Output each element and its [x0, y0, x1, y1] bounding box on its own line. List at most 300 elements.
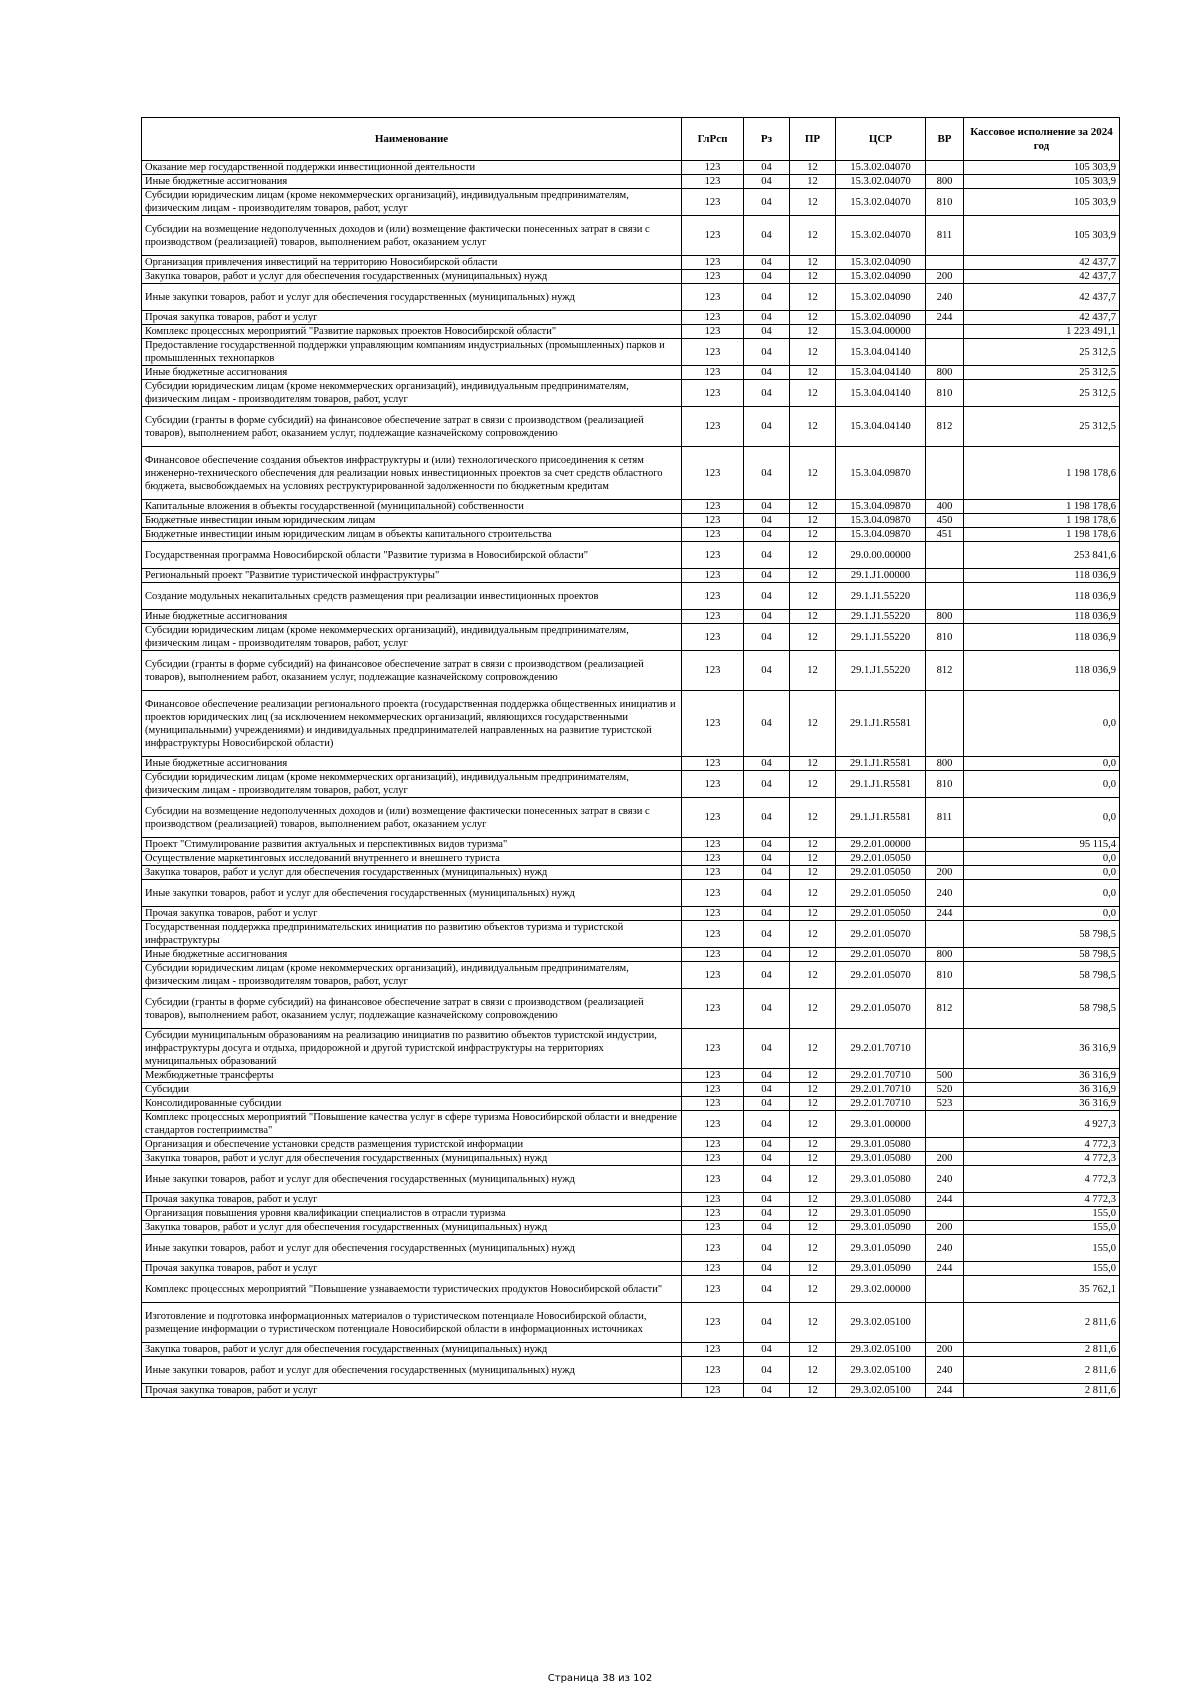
cell-vr: 811	[926, 798, 964, 838]
cell-pr: 12	[790, 311, 836, 325]
cell-name: Финансовое обеспечение создания объектов инфраструктуры и (или) технологического присоединения к сетям инженерно-технического обеспечения для реализации новых инвестиционных проектов за счет средств областного бюджета, высвобождаемых на условиях реструктурированной задолженности по бюджетным кредитам	[142, 447, 682, 500]
cell-amount: 0,0	[964, 852, 1120, 866]
cell-amount: 155,0	[964, 1262, 1120, 1276]
cell-csr: 15.3.02.04070	[836, 161, 926, 175]
cell-csr: 29.1.J1.55220	[836, 624, 926, 651]
cell-amount: 36 316,9	[964, 1069, 1120, 1083]
table-row	[142, 1303, 1120, 1343]
cell-name: Прочая закупка товаров, работ и услуг	[142, 1193, 682, 1207]
table-row	[142, 1193, 1120, 1207]
cell-name: Субсидии юридическим лицам (кроме некоммерческих организаций), индивидуальным предпринимателям, физическим лицам - производителям товаров, работ, услуг	[142, 962, 682, 989]
cell-name: Прочая закупка товаров, работ и услуг	[142, 1384, 682, 1398]
table-row	[142, 757, 1120, 771]
cell-name: Субсидии юридическим лицам (кроме некоммерческих организаций), индивидуальным предпринимателям, физическим лицам - производителям товаров, работ, услуг	[142, 771, 682, 798]
cell-amount: 105 303,9	[964, 161, 1120, 175]
cell-vr: 810	[926, 624, 964, 651]
table-row	[142, 866, 1120, 880]
cell-rz: 04	[744, 1343, 790, 1357]
table-row	[142, 380, 1120, 407]
table-row	[142, 569, 1120, 583]
cell-vr: 200	[926, 866, 964, 880]
cell-amount: 253 841,6	[964, 542, 1120, 569]
cell-rz: 04	[744, 852, 790, 866]
cell-rz: 04	[744, 407, 790, 447]
cell-name: Комплекс процессных мероприятий "Повышение узнаваемости туристических продуктов Новосибирской области"	[142, 1276, 682, 1303]
cell-csr: 15.3.02.04090	[836, 284, 926, 311]
cell-csr: 29.2.01.70710	[836, 1097, 926, 1111]
cell-pr: 12	[790, 852, 836, 866]
cell-vr: 800	[926, 757, 964, 771]
table-row	[142, 339, 1120, 366]
cell-rz: 04	[744, 1029, 790, 1069]
cell-amount: 42 437,7	[964, 270, 1120, 284]
cell-name: Комплекс процессных мероприятий "Повышение качества услуг в сфере туризма Новосибирской области и внедрение стандартов гостеприимства"	[142, 1111, 682, 1138]
table-row	[142, 624, 1120, 651]
cell-pr: 12	[790, 542, 836, 569]
cell-rz: 04	[744, 757, 790, 771]
cell-csr: 29.1.J1.55220	[836, 651, 926, 691]
cell-name: Иные закупки товаров, работ и услуг для обеспечения государственных (муниципальных) нужд	[142, 1357, 682, 1384]
cell-vr: 812	[926, 651, 964, 691]
cell-glrsp: 123	[682, 651, 744, 691]
cell-pr: 12	[790, 1193, 836, 1207]
cell-name: Закупка товаров, работ и услуг для обеспечения государственных (муниципальных) нужд	[142, 1152, 682, 1166]
cell-csr: 29.2.01.70710	[836, 1069, 926, 1083]
cell-rz: 04	[744, 161, 790, 175]
cell-amount: 0,0	[964, 907, 1120, 921]
cell-vr	[926, 447, 964, 500]
cell-csr: 29.2.01.70710	[836, 1029, 926, 1069]
cell-pr: 12	[790, 1097, 836, 1111]
cell-pr: 12	[790, 583, 836, 610]
cell-rz: 04	[744, 907, 790, 921]
cell-amount: 155,0	[964, 1235, 1120, 1262]
cell-vr	[926, 1207, 964, 1221]
cell-glrsp: 123	[682, 852, 744, 866]
table-row	[142, 1357, 1120, 1384]
cell-name: Закупка товаров, работ и услуг для обеспечения государственных (муниципальных) нужд	[142, 270, 682, 284]
cell-name: Консолидированные субсидии	[142, 1097, 682, 1111]
cell-rz: 04	[744, 962, 790, 989]
cell-name: Межбюджетные трансферты	[142, 1069, 682, 1083]
cell-name: Проект "Стимулирование развития актуальных и перспективных видов туризма"	[142, 838, 682, 852]
cell-glrsp: 123	[682, 284, 744, 311]
cell-csr: 15.3.02.04070	[836, 175, 926, 189]
cell-glrsp: 123	[682, 339, 744, 366]
cell-name: Субсидии юридическим лицам (кроме некоммерческих организаций), индивидуальным предпринимателям, физическим лицам - производителям товаров, работ, услуг	[142, 189, 682, 216]
cell-rz: 04	[744, 380, 790, 407]
cell-csr: 29.1.J1.R5581	[836, 771, 926, 798]
table-row	[142, 447, 1120, 500]
cell-pr: 12	[790, 1152, 836, 1166]
cell-pr: 12	[790, 161, 836, 175]
table-row	[142, 771, 1120, 798]
cell-name: Иные бюджетные ассигнования	[142, 610, 682, 624]
cell-name: Финансовое обеспечение реализации регионального проекта (государственная поддержка общественных инициатив и проектов юридических лиц (за исключением некоммерческих организаций, являющихся государственными (муниципальными) учреждениями) и индивидуальных предпринимателей направленных на развитие туристской инфраструктуры Новосибирской области)	[142, 691, 682, 757]
cell-csr: 29.1.J1.R5581	[836, 757, 926, 771]
header-vr: ВР	[926, 118, 964, 161]
cell-csr: 29.1.J1.55220	[836, 583, 926, 610]
table-row	[142, 921, 1120, 948]
cell-amount: 118 036,9	[964, 624, 1120, 651]
cell-csr: 29.3.01.05090	[836, 1262, 926, 1276]
cell-amount: 95 115,4	[964, 838, 1120, 852]
cell-pr: 12	[790, 284, 836, 311]
cell-glrsp: 123	[682, 1221, 744, 1235]
cell-glrsp: 123	[682, 989, 744, 1029]
cell-glrsp: 123	[682, 1152, 744, 1166]
cell-glrsp: 123	[682, 569, 744, 583]
cell-name: Субсидии юридическим лицам (кроме некоммерческих организаций), индивидуальным предпринимателям, физическим лицам - производителям товаров, работ, услуг	[142, 624, 682, 651]
table-row	[142, 583, 1120, 610]
cell-csr: 15.3.04.04140	[836, 407, 926, 447]
table-row	[142, 1276, 1120, 1303]
header-rz: Рз	[744, 118, 790, 161]
cell-amount: 42 437,7	[964, 284, 1120, 311]
cell-name: Бюджетные инвестиции иным юридическим лицам в объекты капитального строительства	[142, 528, 682, 542]
cell-name: Субсидии (гранты в форме субсидий) на финансовое обеспечение затрат в связи с производством (реализацией товаров), выполнением работ, оказанием услуг, подлежащие казначейскому сопровождению	[142, 989, 682, 1029]
cell-amount: 36 316,9	[964, 1097, 1120, 1111]
cell-vr	[926, 569, 964, 583]
cell-pr: 12	[790, 610, 836, 624]
cell-glrsp: 123	[682, 256, 744, 270]
cell-rz: 04	[744, 1138, 790, 1152]
cell-pr: 12	[790, 691, 836, 757]
cell-glrsp: 123	[682, 311, 744, 325]
cell-glrsp: 123	[682, 962, 744, 989]
cell-glrsp: 123	[682, 866, 744, 880]
cell-name: Государственная поддержка предпринимательских инициатив по развитию объектов туризма и туристской инфраструктуры	[142, 921, 682, 948]
cell-vr: 200	[926, 1343, 964, 1357]
cell-pr: 12	[790, 651, 836, 691]
cell-amount: 105 303,9	[964, 189, 1120, 216]
header-glrsp: ГлРсп	[682, 118, 744, 161]
cell-glrsp: 123	[682, 1303, 744, 1343]
table-row	[142, 838, 1120, 852]
cell-amount: 25 312,5	[964, 339, 1120, 366]
cell-pr: 12	[790, 962, 836, 989]
cell-name: Организация и обеспечение установки средств размещения туристской информации	[142, 1138, 682, 1152]
cell-rz: 04	[744, 216, 790, 256]
cell-vr: 450	[926, 514, 964, 528]
cell-name: Региональный проект "Развитие туристической инфраструктуры"	[142, 569, 682, 583]
cell-rz: 04	[744, 189, 790, 216]
table-row	[142, 311, 1120, 325]
cell-rz: 04	[744, 284, 790, 311]
cell-pr: 12	[790, 1343, 836, 1357]
cell-vr	[926, 1111, 964, 1138]
cell-csr: 29.2.01.05050	[836, 866, 926, 880]
table-row	[142, 256, 1120, 270]
cell-rz: 04	[744, 651, 790, 691]
table-row	[142, 691, 1120, 757]
cell-rz: 04	[744, 270, 790, 284]
cell-glrsp: 123	[682, 407, 744, 447]
cell-pr: 12	[790, 1262, 836, 1276]
cell-csr: 15.3.04.04140	[836, 380, 926, 407]
cell-name: Изготовление и подготовка информационных материалов о туристическом потенциале Новосибирской области, размещение информации о туристическом потенциале Новосибирской области в информационных источниках	[142, 1303, 682, 1343]
cell-glrsp: 123	[682, 514, 744, 528]
cell-glrsp: 123	[682, 798, 744, 838]
cell-name: Субсидии муниципальным образованиям на реализацию инициатив по развитию объектов туристской индустрии, инфраструктуры досуга и отдыха, придорожной и другой туристской инфраструктуры на территориях муниципальных образований	[142, 1029, 682, 1069]
table-row	[142, 500, 1120, 514]
cell-vr: 244	[926, 907, 964, 921]
cell-csr: 29.3.02.05100	[836, 1384, 926, 1398]
cell-csr: 29.0.00.00000	[836, 542, 926, 569]
cell-glrsp: 123	[682, 366, 744, 380]
cell-glrsp: 123	[682, 907, 744, 921]
table-header-row	[142, 118, 1120, 161]
cell-rz: 04	[744, 256, 790, 270]
cell-rz: 04	[744, 1111, 790, 1138]
table-row	[142, 528, 1120, 542]
cell-rz: 04	[744, 1303, 790, 1343]
cell-vr: 800	[926, 610, 964, 624]
cell-vr: 800	[926, 366, 964, 380]
cell-csr: 29.3.02.05100	[836, 1343, 926, 1357]
cell-pr: 12	[790, 880, 836, 907]
cell-vr: 520	[926, 1083, 964, 1097]
cell-amount: 0,0	[964, 880, 1120, 907]
cell-csr: 29.3.01.05080	[836, 1166, 926, 1193]
cell-pr: 12	[790, 838, 836, 852]
cell-amount: 118 036,9	[964, 569, 1120, 583]
cell-vr	[926, 583, 964, 610]
cell-csr: 29.3.01.05080	[836, 1193, 926, 1207]
cell-csr: 29.2.01.05070	[836, 962, 926, 989]
cell-glrsp: 123	[682, 1029, 744, 1069]
cell-name: Бюджетные инвестиции иным юридическим лицам	[142, 514, 682, 528]
cell-amount: 58 798,5	[964, 989, 1120, 1029]
cell-pr: 12	[790, 447, 836, 500]
table-row	[142, 216, 1120, 256]
table-row	[142, 1343, 1120, 1357]
cell-csr: 15.3.04.00000	[836, 325, 926, 339]
cell-name: Иные бюджетные ассигнования	[142, 948, 682, 962]
header-pr: ПР	[790, 118, 836, 161]
cell-csr: 29.3.01.00000	[836, 1111, 926, 1138]
cell-vr: 811	[926, 216, 964, 256]
cell-glrsp: 123	[682, 757, 744, 771]
cell-vr: 240	[926, 1357, 964, 1384]
cell-amount: 42 437,7	[964, 256, 1120, 270]
cell-pr: 12	[790, 866, 836, 880]
cell-name: Иные бюджетные ассигнования	[142, 757, 682, 771]
cell-csr: 29.2.01.05070	[836, 921, 926, 948]
cell-csr: 15.3.02.04090	[836, 270, 926, 284]
cell-pr: 12	[790, 380, 836, 407]
cell-glrsp: 123	[682, 175, 744, 189]
cell-rz: 04	[744, 1384, 790, 1398]
cell-name: Создание модульных некапитальных средств размещения при реализации инвестиционных проектов	[142, 583, 682, 610]
cell-amount: 4 772,3	[964, 1152, 1120, 1166]
cell-amount: 2 811,6	[964, 1343, 1120, 1357]
cell-vr: 810	[926, 962, 964, 989]
table-row	[142, 651, 1120, 691]
cell-name: Закупка товаров, работ и услуг для обеспечения государственных (муниципальных) нужд	[142, 1343, 682, 1357]
cell-amount: 1 198 178,6	[964, 528, 1120, 542]
cell-rz: 04	[744, 691, 790, 757]
cell-vr	[926, 1029, 964, 1069]
table-row	[142, 1221, 1120, 1235]
cell-amount: 58 798,5	[964, 962, 1120, 989]
cell-csr: 15.3.04.04140	[836, 339, 926, 366]
cell-vr: 500	[926, 1069, 964, 1083]
cell-name: Субсидии юридическим лицам (кроме некоммерческих организаций), индивидуальным предпринимателям, физическим лицам - производителям товаров, работ, услуг	[142, 380, 682, 407]
cell-amount: 0,0	[964, 757, 1120, 771]
cell-vr	[926, 1276, 964, 1303]
cell-amount: 0,0	[964, 866, 1120, 880]
cell-glrsp: 123	[682, 1262, 744, 1276]
cell-vr	[926, 921, 964, 948]
cell-name: Иные закупки товаров, работ и услуг для обеспечения государственных (муниципальных) нужд	[142, 880, 682, 907]
table-row	[142, 542, 1120, 569]
cell-glrsp: 123	[682, 161, 744, 175]
cell-amount: 4 927,3	[964, 1111, 1120, 1138]
cell-vr	[926, 1138, 964, 1152]
cell-amount: 4 772,3	[964, 1193, 1120, 1207]
cell-name: Закупка товаров, работ и услуг для обеспечения государственных (муниципальных) нужд	[142, 866, 682, 880]
cell-vr: 240	[926, 284, 964, 311]
cell-pr: 12	[790, 366, 836, 380]
cell-csr: 15.3.02.04090	[836, 311, 926, 325]
cell-name: Комплекс процессных мероприятий "Развитие парковых проектов Новосибирской области"	[142, 325, 682, 339]
cell-glrsp: 123	[682, 1343, 744, 1357]
cell-amount: 105 303,9	[964, 175, 1120, 189]
table-row	[142, 325, 1120, 339]
cell-vr	[926, 838, 964, 852]
cell-rz: 04	[744, 1221, 790, 1235]
cell-name: Организация повышения уровня квалификации специалистов в отрасли туризма	[142, 1207, 682, 1221]
table-row	[142, 175, 1120, 189]
cell-csr: 15.3.04.09870	[836, 528, 926, 542]
cell-amount: 1 198 178,6	[964, 514, 1120, 528]
cell-vr: 523	[926, 1097, 964, 1111]
cell-glrsp: 123	[682, 1097, 744, 1111]
cell-csr: 15.3.04.09870	[836, 500, 926, 514]
cell-csr: 15.3.04.09870	[836, 514, 926, 528]
cell-amount: 25 312,5	[964, 380, 1120, 407]
cell-name: Предоставление государственной поддержки управляющим компаниям индустриальных (промышленных) парков и промышленных технопарков	[142, 339, 682, 366]
cell-glrsp: 123	[682, 1235, 744, 1262]
cell-rz: 04	[744, 514, 790, 528]
cell-rz: 04	[744, 1069, 790, 1083]
cell-rz: 04	[744, 948, 790, 962]
cell-pr: 12	[790, 907, 836, 921]
cell-name: Субсидии на возмещение недополученных доходов и (или) возмещение фактически понесенных затрат в связи с производством (реализацией) товаров, выполнением работ, оказанием услуг	[142, 798, 682, 838]
cell-vr	[926, 339, 964, 366]
table-row	[142, 1152, 1120, 1166]
table-row	[142, 189, 1120, 216]
cell-glrsp: 123	[682, 1193, 744, 1207]
cell-name: Иные бюджетные ассигнования	[142, 366, 682, 380]
cell-glrsp: 123	[682, 771, 744, 798]
cell-glrsp: 123	[682, 691, 744, 757]
table-row	[142, 270, 1120, 284]
cell-pr: 12	[790, 757, 836, 771]
cell-csr: 29.2.01.05050	[836, 852, 926, 866]
table-row	[142, 514, 1120, 528]
cell-pr: 12	[790, 1166, 836, 1193]
cell-glrsp: 123	[682, 189, 744, 216]
cell-rz: 04	[744, 838, 790, 852]
cell-rz: 04	[744, 1193, 790, 1207]
cell-vr: 400	[926, 500, 964, 514]
cell-vr: 240	[926, 1166, 964, 1193]
cell-csr: 29.1.J1.55220	[836, 610, 926, 624]
cell-pr: 12	[790, 528, 836, 542]
cell-glrsp: 123	[682, 948, 744, 962]
cell-glrsp: 123	[682, 1111, 744, 1138]
cell-rz: 04	[744, 1357, 790, 1384]
cell-pr: 12	[790, 1221, 836, 1235]
cell-rz: 04	[744, 1207, 790, 1221]
cell-csr: 29.2.01.70710	[836, 1083, 926, 1097]
cell-name: Иные бюджетные ассигнования	[142, 175, 682, 189]
cell-glrsp: 123	[682, 1138, 744, 1152]
cell-pr: 12	[790, 216, 836, 256]
table-row	[142, 366, 1120, 380]
table-body	[142, 161, 1120, 1398]
table-row	[142, 880, 1120, 907]
cell-pr: 12	[790, 1303, 836, 1343]
cell-vr: 812	[926, 989, 964, 1029]
cell-pr: 12	[790, 407, 836, 447]
cell-rz: 04	[744, 1152, 790, 1166]
cell-pr: 12	[790, 1357, 836, 1384]
cell-name: Субсидии (гранты в форме субсидий) на финансовое обеспечение затрат в связи с производством (реализацией товаров), выполнением работ, оказанием услуг, подлежащие казначейскому сопровождению	[142, 407, 682, 447]
cell-pr: 12	[790, 339, 836, 366]
cell-vr	[926, 256, 964, 270]
cell-csr: 29.1.J1.R5581	[836, 691, 926, 757]
cell-amount: 118 036,9	[964, 583, 1120, 610]
cell-amount: 58 798,5	[964, 921, 1120, 948]
cell-pr: 12	[790, 1083, 836, 1097]
cell-csr: 15.3.04.04140	[836, 366, 926, 380]
cell-amount: 58 798,5	[964, 948, 1120, 962]
header-name: Наименование	[142, 118, 682, 161]
cell-csr: 29.2.01.00000	[836, 838, 926, 852]
cell-vr: 810	[926, 380, 964, 407]
cell-amount: 35 762,1	[964, 1276, 1120, 1303]
table-row	[142, 852, 1120, 866]
cell-csr: 29.2.01.05070	[836, 948, 926, 962]
cell-glrsp: 123	[682, 270, 744, 284]
cell-glrsp: 123	[682, 1357, 744, 1384]
cell-rz: 04	[744, 175, 790, 189]
cell-vr: 244	[926, 1193, 964, 1207]
cell-csr: 29.3.01.05090	[836, 1235, 926, 1262]
cell-amount: 1 198 178,6	[964, 447, 1120, 500]
cell-csr: 29.3.01.05090	[836, 1207, 926, 1221]
cell-amount: 0,0	[964, 798, 1120, 838]
table-row	[142, 1207, 1120, 1221]
cell-name: Государственная программа Новосибирской области "Развитие туризма в Новосибирской области"	[142, 542, 682, 569]
cell-rz: 04	[744, 542, 790, 569]
cell-amount: 1 223 491,1	[964, 325, 1120, 339]
cell-pr: 12	[790, 1384, 836, 1398]
cell-amount: 42 437,7	[964, 311, 1120, 325]
table-row	[142, 1166, 1120, 1193]
cell-pr: 12	[790, 1235, 836, 1262]
cell-csr: 29.3.02.05100	[836, 1357, 926, 1384]
cell-pr: 12	[790, 771, 836, 798]
cell-vr: 240	[926, 880, 964, 907]
cell-vr: 800	[926, 175, 964, 189]
cell-glrsp: 123	[682, 528, 744, 542]
cell-vr: 244	[926, 1262, 964, 1276]
cell-pr: 12	[790, 921, 836, 948]
